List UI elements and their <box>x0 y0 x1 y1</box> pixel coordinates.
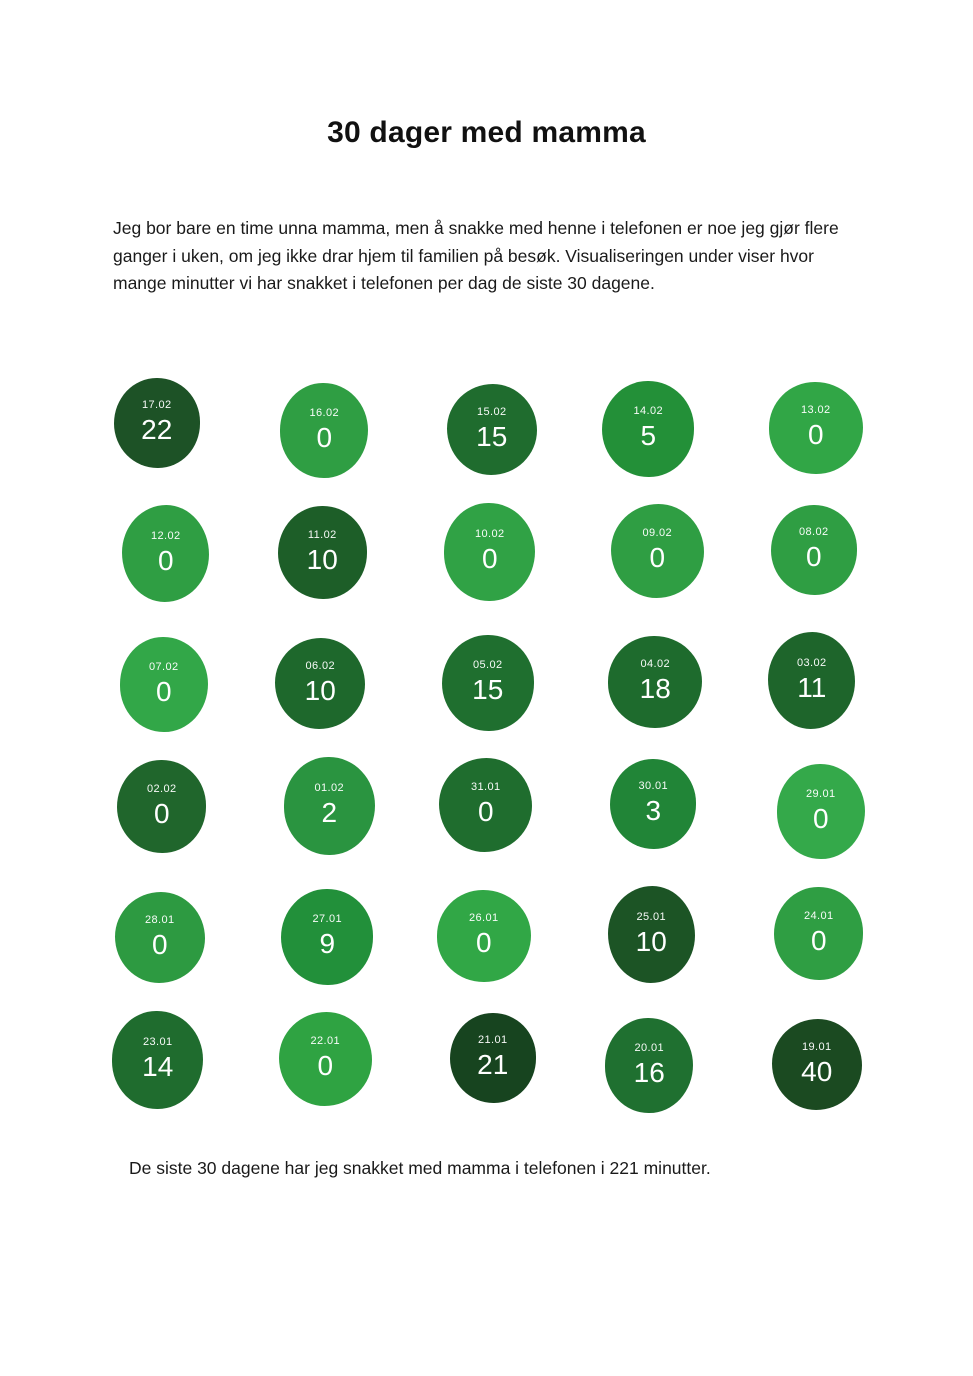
day-minutes-value: 0 <box>812 802 829 834</box>
day-date-label: 27.01 <box>312 912 343 925</box>
day-cell <box>244 363 408 490</box>
day-cell <box>407 363 571 490</box>
day-date-label: 30.01 <box>638 779 669 792</box>
day-circle <box>447 384 537 475</box>
day-minutes-value: 22 <box>141 413 173 445</box>
day-minutes-value: 15 <box>472 673 504 705</box>
day-cell <box>734 871 898 998</box>
day-date-label: 11.02 <box>307 528 337 541</box>
day-circle <box>769 382 863 474</box>
day-circle <box>611 504 704 598</box>
day-circle <box>280 383 368 478</box>
day-minutes-value: 0 <box>805 540 822 572</box>
day-circle <box>605 1018 693 1113</box>
day-circle <box>774 887 863 980</box>
day-circle <box>284 757 375 855</box>
day-cell <box>407 998 571 1125</box>
day-circle <box>771 505 857 595</box>
day-date-label: 16.02 <box>309 406 340 419</box>
day-minutes-value: 0 <box>157 544 174 576</box>
summary-text: De siste 30 dagene har jeg snakket med mamma i telefonen i 221 minutter. <box>129 1158 711 1178</box>
day-cell <box>407 617 571 744</box>
day-cell <box>734 998 898 1125</box>
day-circle <box>768 632 855 729</box>
day-minutes-value: 0 <box>316 421 333 453</box>
day-minutes-value: 3 <box>645 794 662 826</box>
day-minutes-value: 2 <box>321 796 338 828</box>
day-date-label: 24.01 <box>803 909 834 922</box>
day-minutes-value: 0 <box>475 926 492 958</box>
day-cell <box>80 871 244 998</box>
day-date-label: 05.02 <box>472 658 503 671</box>
day-minutes-value: 10 <box>635 925 667 957</box>
day-date-label: 01.02 <box>314 781 345 794</box>
day-minutes-value: 14 <box>142 1050 174 1082</box>
day-date-label: 29.01 <box>805 787 836 800</box>
day-circle <box>279 1012 372 1106</box>
day-cell <box>734 490 898 617</box>
day-cell <box>571 744 735 871</box>
day-cell <box>244 490 408 617</box>
day-circle <box>608 886 695 983</box>
day-date-label: 21.01 <box>477 1033 508 1046</box>
day-circle <box>777 764 865 859</box>
day-cell <box>244 617 408 744</box>
day-circle <box>112 1011 203 1109</box>
day-cell <box>80 998 244 1125</box>
page-title: 30 dager med mamma <box>327 116 646 149</box>
day-cell <box>734 744 898 871</box>
day-circle <box>444 503 535 601</box>
day-cell <box>571 871 735 998</box>
day-minutes-value: 0 <box>317 1049 334 1081</box>
day-circle <box>281 889 373 985</box>
day-cell <box>244 744 408 871</box>
day-minutes-value: 0 <box>477 795 494 827</box>
day-date-label: 15.02 <box>476 405 507 418</box>
day-date-label: 20.01 <box>634 1041 665 1054</box>
day-date-label: 02.02 <box>146 782 177 795</box>
day-date-label: 12.02 <box>150 529 181 542</box>
day-date-label: 06.02 <box>305 659 336 672</box>
day-circle <box>114 378 200 468</box>
day-circle <box>439 758 532 852</box>
day-date-label: 10.02 <box>474 527 505 540</box>
day-date-label: 22.01 <box>310 1034 341 1047</box>
day-cell <box>80 490 244 617</box>
day-circle <box>117 760 206 853</box>
day-minutes-value: 21 <box>477 1048 509 1080</box>
day-minutes-value: 0 <box>481 542 498 574</box>
day-minutes-value: 5 <box>640 419 657 451</box>
day-date-label: 25.01 <box>636 910 667 923</box>
day-date-label: 09.02 <box>642 526 673 539</box>
day-minutes-value: 0 <box>155 675 172 707</box>
day-cell <box>244 998 408 1125</box>
day-cell <box>407 871 571 998</box>
day-minutes-value: 0 <box>810 924 827 956</box>
day-circle <box>442 635 534 731</box>
day-circle <box>115 892 205 983</box>
day-minutes-value: 0 <box>151 928 168 960</box>
day-cell <box>734 617 898 744</box>
day-date-label: 31.01 <box>470 780 501 793</box>
day-date-label: 17.02 <box>141 398 172 411</box>
day-minutes-value: 0 <box>153 797 170 829</box>
day-circle <box>772 1019 862 1110</box>
day-minutes-value: 15 <box>476 420 508 452</box>
day-date-label: 13.02 <box>800 403 831 416</box>
day-circle-grid <box>80 363 898 1125</box>
day-date-label: 08.02 <box>798 525 829 538</box>
day-minutes-value: 0 <box>649 541 666 573</box>
day-cell <box>80 617 244 744</box>
day-minutes-value: 11 <box>797 671 827 703</box>
day-minutes-value: 0 <box>807 418 824 450</box>
day-date-label: 14.02 <box>633 404 664 417</box>
day-minutes-value: 10 <box>304 674 336 706</box>
day-circle <box>602 381 694 477</box>
day-cell <box>407 490 571 617</box>
day-circle <box>275 638 365 729</box>
day-circle <box>120 637 208 732</box>
day-cell <box>571 617 735 744</box>
day-circle <box>437 890 531 982</box>
day-circle <box>278 506 367 599</box>
day-date-label: 19.01 <box>801 1040 832 1053</box>
day-circle <box>450 1013 536 1103</box>
day-date-label: 07.02 <box>148 660 179 673</box>
intro-paragraph: Jeg bor bare en time unna mamma, men å snakke med henne i telefonen er noe jeg gjør flere ganger i uken, om jeg ikke drar hjem til familien på besøk. Visualiseringen under viser hvor mange minutter vi har snakket i telefonen per dag de siste 30 dagene. <box>113 218 839 293</box>
day-cell <box>80 744 244 871</box>
day-cell <box>80 363 244 490</box>
day-minutes-value: 40 <box>801 1055 833 1087</box>
day-minutes-value: 16 <box>633 1056 665 1088</box>
day-date-label: 26.01 <box>468 911 499 924</box>
day-circle <box>610 759 696 849</box>
day-date-label: 28.01 <box>144 913 175 926</box>
day-date-label: 23.01 <box>142 1035 173 1048</box>
day-cell <box>571 363 735 490</box>
day-cell <box>407 744 571 871</box>
day-minutes-value: 18 <box>639 672 671 704</box>
day-date-label: 03.02 <box>796 656 827 669</box>
day-minutes-value: 10 <box>306 543 338 575</box>
day-cell <box>571 490 735 617</box>
day-minutes-value: 9 <box>319 927 336 959</box>
day-cell <box>571 998 735 1125</box>
day-circle <box>608 636 702 728</box>
day-circle <box>122 505 209 602</box>
day-date-label: 04.02 <box>640 657 671 670</box>
day-cell <box>734 363 898 490</box>
day-cell <box>244 871 408 998</box>
